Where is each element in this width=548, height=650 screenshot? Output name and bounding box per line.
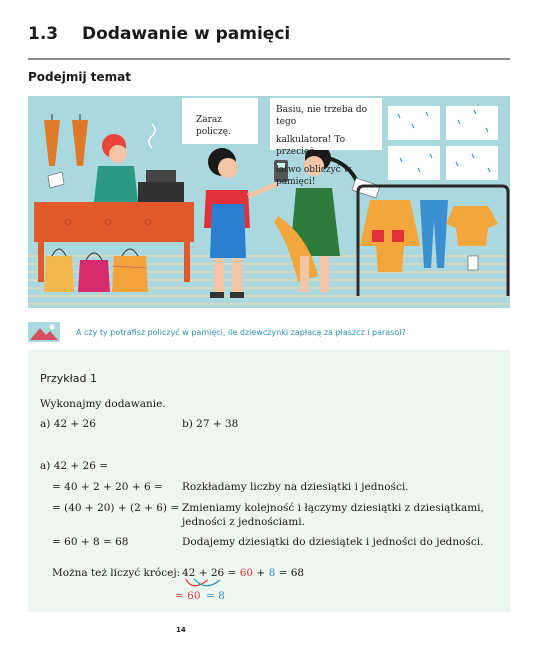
step-equation: = 40 + 2 + 20 + 6 = [52,481,163,493]
short-method-label: Można też liczyć krócej: [52,567,181,579]
step-note: Rozkładamy liczby na dziesiątki i jedności. [182,481,409,493]
short-ones: 8 [268,567,276,579]
question-text: A czy ty potrafisz policzyć w pamięci, ile dziewczynki zapłacą za płaszcz i parasol? [76,328,406,337]
step-note: Dodajemy dziesiątki do dziesiątek i jedności do jedności. [182,536,484,548]
example-intro: Wykonajmy dodawanie. [40,398,166,410]
speech-left-text: Zaraz policzę. [196,115,231,137]
step-equation: = (40 + 20) + (2 + 6) = [52,502,180,514]
task-a: a) 42 + 26 [40,418,96,430]
short-tens: 60 [239,567,254,579]
step-note: Zmieniamy kolejność i łączymy dziesiątki z dziesiątkami, [182,502,484,514]
solution-head: a) 42 + 26 = [40,460,109,472]
short-result: = 68 [278,567,305,579]
subheading: Podejmij temat [28,70,132,84]
step-equation: = 60 + 8 = 68 [52,536,129,548]
example-title: Przykład 1 [40,372,97,385]
section-number: 1.3 [28,24,59,44]
mountain-icon [28,322,60,342]
page-number: 14 [176,626,186,634]
sub-ones: = 8 [206,590,225,602]
step-note: jedności z jednościami. [182,516,305,528]
short-left: 42 + 26 = [182,567,237,579]
sub-tens: = 60 [175,590,201,602]
speech-right-line: kalkulatora! To przecież [276,135,346,157]
speech-bubble-left [182,98,258,144]
shop-counter [34,202,194,242]
speech-right-line: łatwo obliczyć w pamięci! [276,165,352,187]
task-b: b) 27 + 38 [182,418,239,430]
speech-bubble-right [270,98,382,187]
speech-right-line: Basiu, nie trzeba do tego [276,105,368,127]
short-plus: + [256,567,266,579]
section-title: Dodawanie w pamięci [82,24,291,44]
shop-illustration [28,96,510,308]
title-rule [28,58,510,60]
